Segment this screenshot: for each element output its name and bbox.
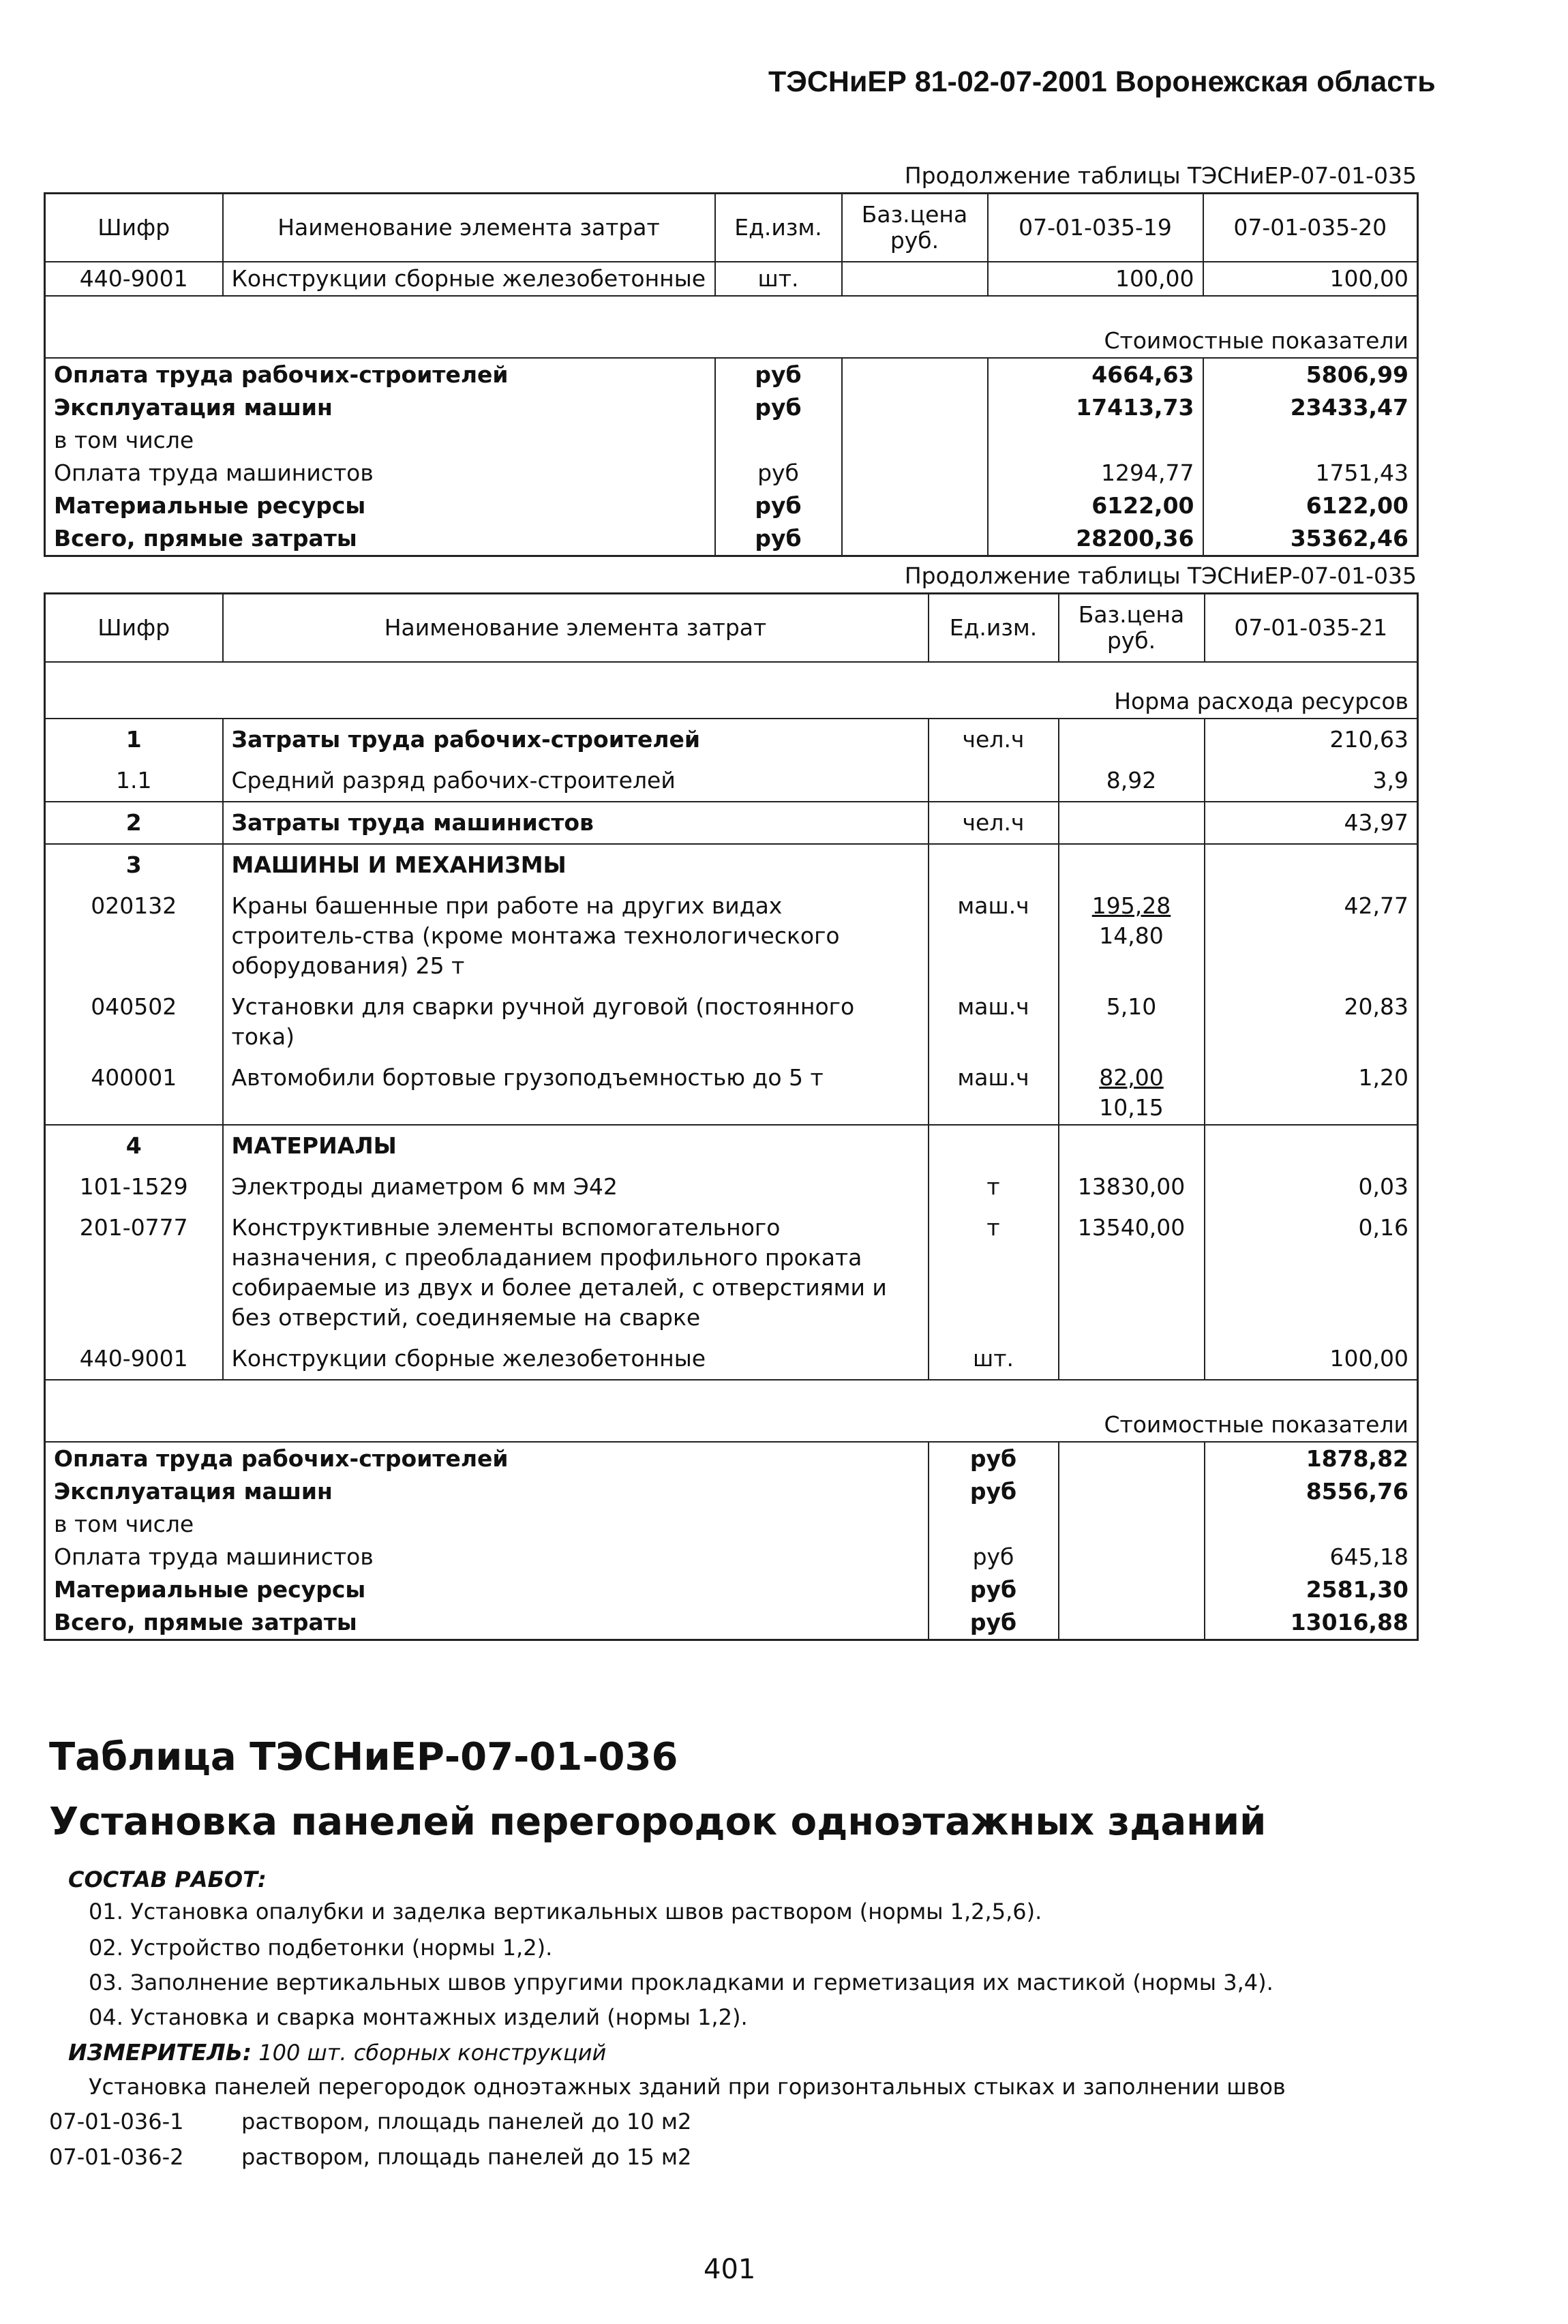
cost-row: [45, 1606, 1418, 1640]
cell-price: [1059, 844, 1205, 886]
cost-row: [45, 1475, 1418, 1508]
col-header-code: Шифр: [45, 194, 223, 262]
cell-name: Установки для сварки ручной дуговой (постоянного тока): [223, 986, 929, 1057]
cell-price: [1059, 1057, 1205, 1125]
cell-value: 1,20: [1205, 1057, 1418, 1125]
cell-unit: т: [929, 1166, 1059, 1207]
col-header-unit: Ед.изм.: [715, 194, 842, 262]
work-item: 03. Заполнение вертикальных швов упругими прокладками и герметизация их мастикой (нормы 3,4).: [89, 1970, 1273, 1995]
cell-value: 3,9: [1205, 760, 1418, 802]
cell-value: 100,00: [1205, 1338, 1418, 1380]
cost-row: [45, 1442, 1418, 1475]
cost-value: 2581,30: [1205, 1573, 1418, 1606]
cost-value: 1294,77: [988, 457, 1203, 489]
norm-code: 07-01-036-2: [49, 2144, 184, 2170]
table2-continuation: Продолжение таблицы ТЭСНиЕР-07-01-035: [904, 562, 1417, 589]
cost-unit: руб: [715, 358, 842, 391]
cost-row: [45, 1573, 1418, 1606]
col-header-code: Шифр: [45, 594, 223, 662]
cell-name: Конструкции сборные железобетонные: [223, 262, 715, 296]
cost-unit: руб: [715, 489, 842, 522]
price-value: 195,28: [1091, 892, 1171, 919]
cost-price: [1059, 1541, 1205, 1573]
cost-value: 4664,63: [988, 358, 1203, 391]
cost-row: [45, 522, 1418, 556]
cell-code: 040502: [45, 986, 223, 1057]
cell-code: 440-9001: [45, 262, 223, 296]
cost-unit: руб: [929, 1541, 1059, 1573]
cost-price: [842, 489, 988, 522]
cell-price: [1059, 1166, 1205, 1207]
cost-name: Эксплуатация машин: [45, 1475, 929, 1508]
cost-value: [1205, 1508, 1418, 1541]
cost-value: 17413,73: [988, 391, 1203, 424]
cell-value: 43,97: [1205, 802, 1418, 844]
cell-value: 20,83: [1205, 986, 1418, 1057]
cell-price: [1059, 1338, 1205, 1380]
cost-value: 1878,82: [1205, 1442, 1418, 1475]
cost-name: Оплата труда рабочих-строителей: [45, 358, 715, 391]
cost-price: [1059, 1573, 1205, 1606]
cost-value: 645,18: [1205, 1541, 1418, 1573]
table-row: [45, 1338, 1418, 1380]
cell-name: Конструктивные элементы вспомогательного назначения, с преобладанием профильного проката собираемые из двух и более деталей, с отверстиями и без отверстий, соединяемые на сварке: [223, 1207, 929, 1338]
cost-name: в том числе: [45, 424, 715, 457]
col-header-name: Наименование элемента затрат: [223, 194, 715, 262]
cell-code: 1.1: [45, 760, 223, 802]
table-row: [45, 760, 1418, 802]
cell-unit: т: [929, 1207, 1059, 1338]
cell-price: [1059, 802, 1205, 844]
cost-price: [1059, 1606, 1205, 1640]
cell-code: 020132: [45, 886, 223, 986]
cost-name: Всего, прямые затраты: [45, 1606, 929, 1640]
cost-price: [1059, 1442, 1205, 1475]
table-row: [45, 1207, 1418, 1338]
section-label: Стоимостные показатели: [1059, 1408, 1418, 1442]
page-header: ТЭСНиЕР 81-02-07-2001 Воронежская область: [768, 65, 1436, 98]
norm-text: раствором, площадь панелей до 15 м2: [241, 2144, 692, 2170]
cell-code: 101-1529: [45, 1166, 223, 1207]
price-value: 13540,00: [1077, 1213, 1186, 1241]
col-header-unit: Ед.изм.: [929, 594, 1059, 662]
cost-value: 5806,99: [1203, 358, 1418, 391]
cell-name: Затраты труда рабочих-строителей: [223, 719, 929, 760]
cost-row: [45, 1508, 1418, 1541]
cell-price: [1059, 760, 1205, 802]
cost-row: [45, 489, 1418, 522]
cell-name: МАШИНЫ И МЕХАНИЗМЫ: [223, 844, 929, 886]
cost-name: Оплата труда машинистов: [45, 457, 715, 489]
cell-unit: чел.ч: [929, 719, 1059, 760]
table2-header-row: [45, 594, 1418, 662]
price-value-secondary: 10,15: [1099, 1093, 1164, 1121]
table-title: Таблица ТЭСНиЕР-07-01-036: [49, 1735, 678, 1779]
cell-code: 3: [45, 844, 223, 886]
cell-unit: чел.ч: [929, 802, 1059, 844]
section-intro: Установка панелей перегородок одноэтажных зданий при горизонтальных стыках и заполнении швов: [89, 2074, 1286, 2100]
cell-name: МАТЕРИАЛЫ: [223, 1125, 929, 1166]
work-item: 04. Установка и сварка монтажных изделий (нормы 1,2).: [89, 2004, 748, 2030]
table-row: [45, 1125, 1418, 1166]
cost-row: [45, 457, 1418, 489]
price-value: 8,92: [1106, 766, 1157, 794]
cell-unit: маш.ч: [929, 1057, 1059, 1125]
cell-value: [1205, 1125, 1418, 1166]
col-header-name: Наименование элемента затрат: [223, 594, 929, 662]
table-row: [45, 1057, 1418, 1125]
cost-name: Оплата труда рабочих-строителей: [45, 1442, 929, 1475]
cell-price: [1059, 986, 1205, 1057]
cell-value: 210,63: [1205, 719, 1418, 760]
cost-unit: руб: [715, 457, 842, 489]
cost-unit: руб: [929, 1573, 1059, 1606]
table-row: [45, 802, 1418, 844]
cost-value: 35362,46: [1203, 522, 1418, 556]
cell-name: Краны башенные при работе на других видах строитель-ства (кроме монтажа технологического оборудования) 25 т: [223, 886, 929, 986]
cost-price: [842, 358, 988, 391]
cell-unit: [929, 844, 1059, 886]
cell-value: 0,03: [1205, 1166, 1418, 1207]
cell-value: 0,16: [1205, 1207, 1418, 1338]
cell-unit: шт.: [715, 262, 842, 296]
table1-continuation: Продолжение таблицы ТЭСНиЕР-07-01-035: [904, 162, 1417, 189]
cost-price: [842, 424, 988, 457]
price-value: 5,10: [1106, 993, 1157, 1020]
price-value: 13830,00: [1077, 1173, 1186, 1200]
cost-unit: [715, 424, 842, 457]
cost-name: Материальные ресурсы: [45, 489, 715, 522]
cost-unit: руб: [929, 1475, 1059, 1508]
cost-name: Всего, прямые затраты: [45, 522, 715, 556]
cell-value: 42,77: [1205, 886, 1418, 986]
cost-unit: руб: [715, 522, 842, 556]
cell-price: [842, 262, 988, 296]
cell-code: 440-9001: [45, 1338, 223, 1380]
table2-section2-row: [45, 1408, 1418, 1442]
cell-name: Затраты труда машинистов: [223, 802, 929, 844]
table-row: [45, 844, 1418, 886]
cell-value: 100,00: [1203, 262, 1418, 296]
cost-value: 23433,47: [1203, 391, 1418, 424]
cell-code: 1: [45, 719, 223, 760]
cost-value: 1751,43: [1203, 457, 1418, 489]
table1-header-row: [45, 194, 1418, 262]
cell-price: [1059, 719, 1205, 760]
table1: [44, 192, 1419, 557]
col-header-norm-20: 07-01-035-20: [1203, 194, 1418, 262]
cost-value: 6122,00: [1203, 489, 1418, 522]
cell-name: Автомобили бортовые грузоподъемностью до 5 т: [223, 1057, 929, 1125]
table2-section-row: [45, 685, 1418, 719]
table-row: [45, 262, 1418, 296]
cost-value: [1203, 424, 1418, 457]
cost-row: [45, 424, 1418, 457]
cost-name: Оплата труда машинистов: [45, 1541, 929, 1573]
cost-value: 13016,88: [1205, 1606, 1418, 1640]
norm-text: раствором, площадь панелей до 10 м2: [241, 2109, 692, 2134]
price-value-secondary: 14,80: [1099, 922, 1164, 949]
meter-label: ИЗМЕРИТЕЛЬ:: [68, 2039, 252, 2066]
cell-code: 2: [45, 802, 223, 844]
page-number: 401: [704, 2254, 756, 2285]
cost-name: в том числе: [45, 1508, 929, 1541]
cell-name: Электроды диаметром 6 мм Э42: [223, 1166, 929, 1207]
table-row: [45, 886, 1418, 986]
cell-price: [1059, 886, 1205, 986]
col-header-price: Баз.цена руб.: [1059, 594, 1205, 662]
cell-value: [1205, 844, 1418, 886]
cost-value: [988, 424, 1203, 457]
cost-price: [842, 522, 988, 556]
work-item: 02. Устройство подбетонки (нормы 1,2).: [89, 1935, 553, 1961]
cell-code: 400001: [45, 1057, 223, 1125]
cell-unit: маш.ч: [929, 886, 1059, 986]
table-row: [45, 719, 1418, 760]
price-value: 82,00: [1099, 1063, 1164, 1091]
cell-unit: [929, 760, 1059, 802]
meter-value: 100 шт. сборных конструкций: [258, 2040, 607, 2066]
cost-price: [842, 391, 988, 424]
cost-unit: руб: [715, 391, 842, 424]
cost-unit: руб: [929, 1606, 1059, 1640]
table1-section-row: [45, 325, 1418, 358]
cost-unit: руб: [929, 1442, 1059, 1475]
cost-value: 28200,36: [988, 522, 1203, 556]
table-row: [45, 1166, 1418, 1207]
cost-name: Материальные ресурсы: [45, 1573, 929, 1606]
cost-row: [45, 358, 1418, 391]
col-header-norm-21: 07-01-035-21: [1205, 594, 1418, 662]
cell-code: 201-0777: [45, 1207, 223, 1338]
section-label: Норма расхода ресурсов: [1059, 685, 1418, 719]
table2: [44, 592, 1419, 1641]
works-label: СОСТАВ РАБОТ:: [68, 1867, 267, 1892]
cell-unit: шт.: [929, 1338, 1059, 1380]
cost-price: [1059, 1508, 1205, 1541]
cell-value: 100,00: [988, 262, 1203, 296]
cost-row: [45, 1541, 1418, 1573]
cost-price: [842, 457, 988, 489]
meter-line: [68, 2039, 606, 2066]
cell-name: Конструкции сборные железобетонные: [223, 1338, 929, 1380]
cell-code: 4: [45, 1125, 223, 1166]
col-header-norm-19: 07-01-035-19: [988, 194, 1203, 262]
norm-code: 07-01-036-1: [49, 2109, 184, 2134]
cost-row: [45, 391, 1418, 424]
section-label: Стоимостные показатели: [988, 325, 1418, 358]
cell-unit: [929, 1125, 1059, 1166]
cost-value: 6122,00: [988, 489, 1203, 522]
col-header-price: Баз.цена руб.: [842, 194, 988, 262]
cell-name: Средний разряд рабочих-строителей: [223, 760, 929, 802]
cost-price: [1059, 1475, 1205, 1508]
cell-unit: маш.ч: [929, 986, 1059, 1057]
table-subtitle: Установка панелей перегородок одноэтажных зданий: [49, 1800, 1267, 1844]
cost-unit: [929, 1508, 1059, 1541]
cost-value: 8556,76: [1205, 1475, 1418, 1508]
cell-price: [1059, 1125, 1205, 1166]
cell-price: [1059, 1207, 1205, 1338]
table-row: [45, 986, 1418, 1057]
work-item: 01. Установка опалубки и заделка вертикальных швов раствором (нормы 1,2,5,6).: [89, 1899, 1042, 1925]
cost-name: Эксплуатация машин: [45, 391, 715, 424]
